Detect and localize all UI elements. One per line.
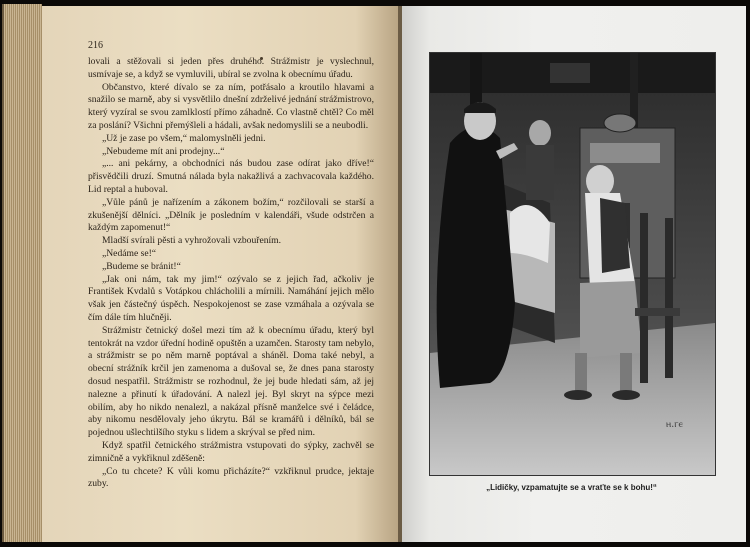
old-man-background	[526, 120, 554, 200]
illustration-caption: „Lidičky, vzpamatujte se a vraťte se k bohu!“	[486, 483, 657, 492]
page-number: 216	[88, 40, 103, 51]
paragraph: Mladší svírali pěsti a vyhrožovali vzbouřením.	[102, 235, 282, 247]
paragraph: „Jak oni nám, tak my jim!“ ozývalo se z jejich řad, ačkoliv je František Kvdalů s Votápkou chlácholili a mírnili. Namáhání jejich mělo však jen částečný úspěch. Nespokojenost se zase vzmáhala a ozývala se čím dále tím hlučněji.	[88, 273, 374, 323]
body-text	[88, 56, 374, 491]
paragraph: „Už je zase po všem,“ malomyslněli jedni.	[102, 132, 266, 144]
paragraph: „Co tu chcete? K vůli komu přicházíte?“ vzkřiknul prudce, jektaje zuby.	[88, 465, 374, 490]
paragraph: Strážmistr četnický došel mezi tím až k obecnímu úřadu, který byl tentokrát na vzdor úřední hodině opuštěn a uzamčen. Starosty tam nebylo, a strážmistr se po něm marně poptával a sháněl. Doma také nebyl, a obecní strážník krčil jen zamenoma a dušoval se, že dnes pana starosty dosud nespatřil. Strážmistr se rozhodnul, že jej bude hledati sám, až jej nalezne a přinutí k úřadování. A nalezl jej. Byl skryt na sýpce mezi obilím, aby ho nikdo nenalezl, a nakázal přísně manželce své i čeládce, aby nikomu nesdělovaly jeho úkrytu. Bál se kramářů i dělníků, bál se pojednou ušlechtilšího styku s lidem a skrýval se před nim.	[88, 324, 374, 439]
paragraph: „Vůle pánů je nařízením a zákonem božím,“ rozčilovali se starší a zkušenější dělníci. „Dělník je posledním v kalendáři, všude odstrčen a každým zapomenut!“	[88, 196, 374, 234]
page-edges	[4, 4, 42, 542]
paragraph: „... ani pekárny, a obchodníci nás budou zase odírat jako dříve!“ přisvědčili druzí. Smutná nálada byla nakažlivá a zachvacovala každého. Lid reptal a huboval.	[88, 158, 374, 195]
paragraph: „Nebudeme mít ani prodejny...“	[102, 145, 225, 157]
paragraph: „Nedáme se!“	[102, 247, 157, 259]
illustration	[429, 52, 716, 476]
paragraph: lovali a stěžovali si jeden přes druhého. Strážmistr je vyslechnul, usmívaje se, a když se vymluvili, ubíral se zvolna k obecnímu úřadu.	[88, 56, 374, 80]
paragraph: „Budeme se bránit!“	[102, 260, 181, 272]
paragraph: Když spatřil četnického strážmistra vstupovati do sýpky, zachvěl se zimničně a vykřiknul zděšeně:	[88, 439, 374, 464]
illustrator-signature: ⲏ.ⲅⲉ	[666, 419, 683, 430]
paragraph: Občanstvo, které dívalo se za ním, potřásalo a kroutilo hlavami a snažilo se marně, aby si vysvětlilo dnešní zdrželivé jednání strážmistrovo, který vyzíral se svou zamlklostí přímo záhadně. Co vlastně chtěl? Co měl za poslání? Všichni přemýšleli a hádali, avšak nedomyslili se a neubodli.	[88, 81, 374, 131]
